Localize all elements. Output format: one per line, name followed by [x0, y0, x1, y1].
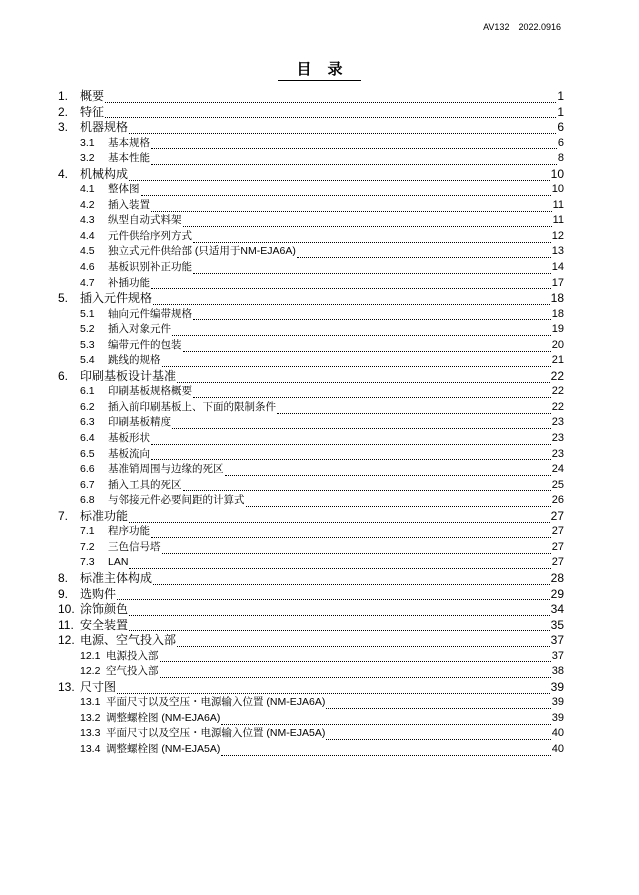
toc-entry-title: 独立式元件供给部 (只适用于NM-EJA6A) [108, 245, 296, 258]
toc-entry-page: 6 [557, 136, 564, 149]
toc-entry-page: 8 [557, 152, 564, 165]
toc-entry-title: 跳线的规格 [108, 354, 161, 367]
toc-entry[interactable] [58, 198, 564, 214]
toc-entry-page: 40 [551, 742, 564, 755]
dot-leader [105, 110, 556, 120]
toc-entry-title: 整体图 [108, 183, 140, 196]
toc-entry-number: 12. [58, 633, 75, 648]
toc-entry-title: 基板流向 [108, 447, 150, 460]
toc-entry-number: 7.2 [80, 540, 95, 553]
toc-entry-title: 涂饰颜色 [80, 602, 129, 617]
toc-entry[interactable] [58, 89, 564, 105]
toc-entry-page: 29 [550, 586, 564, 601]
toc-entry[interactable] [58, 244, 564, 260]
toc-entry[interactable] [58, 540, 564, 556]
toc-entry-title: 平面尺寸以及空压・电源输入位置 (NM-EJA5A) [106, 727, 326, 740]
toc-entry[interactable] [58, 182, 564, 198]
toc-entry[interactable] [58, 524, 564, 540]
toc-entry-title: 印刷基板设计基准 [80, 368, 177, 383]
toc-entry[interactable] [58, 555, 564, 571]
toc-entry-number: 12.1 [80, 649, 101, 662]
dot-leader [151, 281, 551, 291]
toc-entry[interactable] [58, 384, 564, 400]
dot-leader [193, 312, 551, 322]
toc-entry-number: 5.4 [80, 354, 95, 367]
toc-entry-page: 10 [551, 183, 564, 196]
toc-entry-page: 10 [550, 166, 564, 181]
toc-entry[interactable] [58, 478, 564, 494]
dot-leader [117, 592, 550, 602]
toc-entry-page: 27 [551, 540, 564, 553]
toc-entry[interactable] [58, 353, 564, 369]
toc-entry[interactable] [58, 618, 564, 634]
dot-leader [177, 639, 550, 649]
dot-leader [183, 344, 551, 354]
dot-leader [129, 126, 556, 136]
toc-entry-page: 1 [557, 104, 564, 119]
toc-entry-number: 13.3 [80, 727, 101, 740]
toc-entry-title: 编带元件的包装 [108, 338, 182, 351]
toc-entry-page: 13 [551, 245, 564, 258]
dot-leader [129, 173, 550, 183]
toc-entry-number: 4.4 [80, 229, 95, 242]
toc-entry-number: 4.6 [80, 261, 95, 274]
toc-entry[interactable] [58, 680, 564, 696]
toc-entry-number: 10. [58, 602, 75, 617]
dot-leader [326, 732, 550, 742]
toc-entry-page: 35 [550, 617, 564, 632]
toc-entry-title: 印刷基板规格概要 [108, 385, 192, 398]
toc-entry-title: 基本性能 [108, 152, 150, 165]
toc-entry-number: 6.1 [80, 385, 95, 398]
toc-entry-page: 23 [551, 432, 564, 445]
toc-entry[interactable] [58, 711, 564, 727]
toc-entry[interactable] [58, 695, 564, 711]
toc-entry-title: 电源投入部 [106, 649, 159, 662]
dot-leader [117, 686, 550, 696]
toc-entry-title: 尺寸图 [80, 679, 117, 694]
toc-entry-page: 24 [551, 463, 564, 476]
toc-entry-title: 基本规格 [108, 136, 150, 149]
document-header [483, 22, 561, 32]
toc-entry-number: 13.4 [80, 742, 101, 755]
toc-entry[interactable] [58, 447, 564, 463]
dot-leader [183, 483, 551, 493]
dot-leader [193, 266, 551, 276]
toc-entry-page: 22 [551, 400, 564, 413]
toc-entry-number: 5.2 [80, 323, 95, 336]
toc-entry-number: 5.3 [80, 338, 95, 351]
toc-entry[interactable] [58, 338, 564, 354]
toc-entry[interactable] [58, 587, 564, 603]
toc-entry[interactable] [58, 400, 564, 416]
toc-entry-title: 调整螺栓图 (NM-EJA5A) [106, 742, 221, 755]
toc-entry-page: 18 [551, 307, 564, 320]
toc-entry-page: 37 [550, 633, 564, 648]
dot-leader [151, 204, 552, 214]
toc-entry[interactable] [58, 307, 564, 323]
dot-leader [277, 406, 551, 416]
dot-leader [225, 468, 551, 478]
toc-entry-number: 6.6 [80, 463, 95, 476]
toc-entry-page: 25 [551, 478, 564, 491]
toc-entry-title: 安全装置 [80, 617, 129, 632]
dot-leader [141, 188, 551, 198]
toc-entry-page: 39 [550, 679, 564, 694]
toc-entry-title: 标准功能 [80, 508, 129, 523]
dot-leader [151, 141, 557, 151]
toc-entry-page: 27 [550, 508, 564, 523]
dot-leader [172, 421, 551, 431]
dot-leader [151, 530, 551, 540]
document-id: AV132 [483, 22, 510, 32]
toc-entry-title: 调整螺栓图 (NM-EJA6A) [106, 711, 221, 724]
toc-entry-page: 11 [552, 198, 564, 211]
toc-entry-title: 插入工具的死区 [108, 478, 182, 491]
toc-entry-number: 4.1 [80, 183, 95, 196]
dot-leader [172, 328, 551, 338]
toc-entry-page: 17 [551, 276, 564, 289]
toc-entry[interactable] [58, 493, 564, 509]
document-date: 2022.0916 [518, 22, 561, 32]
toc-entry-number: 7. [58, 508, 69, 523]
toc-entry[interactable] [58, 664, 564, 680]
toc-entry-page: 23 [551, 416, 564, 429]
toc-entry-title: 插入元件规格 [80, 291, 153, 306]
toc-entry-page: 40 [551, 727, 564, 740]
toc-entry-title: 基板识别补正功能 [108, 261, 192, 274]
toc-entry[interactable] [58, 167, 564, 183]
toc-entry[interactable] [58, 369, 564, 385]
toc-entry-page: 11 [552, 214, 564, 227]
toc-entry[interactable] [58, 136, 564, 152]
toc-entry-page: 27 [551, 556, 564, 569]
toc-entry-title: 电源、空气投入部 [80, 633, 177, 648]
dot-leader [221, 748, 550, 758]
toc-entry-number: 11. [58, 617, 74, 632]
toc-entry-title: 三色信号塔 [108, 540, 161, 553]
toc-entry[interactable] [58, 322, 564, 338]
toc-entry[interactable] [58, 462, 564, 478]
toc-entry-number: 3.1 [80, 136, 95, 149]
toc-entry-title: 印刷基板精度 [108, 416, 171, 429]
toc-entry-page: 18 [550, 291, 564, 306]
toc-entry-page: 27 [551, 525, 564, 538]
toc-entry-number: 4.7 [80, 276, 95, 289]
dot-leader [151, 437, 551, 447]
toc-entry[interactable] [58, 120, 564, 136]
toc-entry-page: 14 [551, 261, 564, 274]
toc-entry-number: 7.3 [80, 556, 95, 569]
toc-entry-title: 元件供给序列方式 [108, 229, 192, 242]
toc-entry-number: 1. [58, 89, 69, 103]
toc-entry-number: 4.2 [80, 198, 95, 211]
toc-entry-number: 5.1 [80, 307, 95, 320]
page-title [0, 58, 639, 81]
toc-entry-page: 39 [551, 696, 564, 709]
toc-entry-number: 7.1 [80, 525, 95, 538]
dot-leader [193, 390, 551, 400]
toc-entry-number: 13.1 [80, 696, 101, 709]
toc-entry-number: 6.2 [80, 400, 95, 413]
toc-entry-page: 38 [551, 665, 564, 678]
toc-entry-number: 6.8 [80, 494, 95, 507]
toc-entry[interactable] [58, 633, 564, 649]
toc-entry-page: 6 [557, 120, 564, 135]
toc-entry-page: 20 [551, 338, 564, 351]
dot-leader [129, 623, 550, 633]
toc-entry-page: 39 [551, 711, 564, 724]
toc-entry-number: 3.2 [80, 152, 95, 165]
toc-entry-page: 28 [550, 570, 564, 585]
toc-entry-number: 6.5 [80, 447, 95, 460]
toc-entry-page: 12 [551, 229, 564, 242]
toc-entry-title: 机械构成 [80, 166, 129, 181]
dot-leader [151, 157, 557, 167]
toc-entry-title: 特征 [80, 104, 105, 119]
toc-entry-number: 6.4 [80, 432, 95, 445]
dot-leader [193, 235, 551, 245]
toc-entry-number: 6.7 [80, 478, 95, 491]
dot-leader [177, 375, 550, 385]
dot-leader [221, 717, 550, 727]
toc-entry[interactable] [58, 415, 564, 431]
toc-entry-title: 机器规格 [80, 120, 129, 135]
toc-entry-number: 12.2 [80, 665, 101, 678]
dot-leader [153, 577, 550, 587]
toc-entry-title: 纵型自动式料架 [108, 214, 182, 227]
toc-entry[interactable] [58, 742, 564, 758]
toc-entry[interactable] [58, 229, 564, 245]
toc-entry-number: 4.3 [80, 214, 95, 227]
toc-entry-title: 与邻接元件必要间距的计算式 [108, 494, 245, 507]
toc-entry-title: 概要 [80, 89, 105, 103]
table-of-contents [58, 89, 564, 758]
toc-entry-title: 选购件 [80, 586, 117, 601]
dot-leader [326, 701, 550, 711]
toc-entry-number: 13. [58, 679, 75, 694]
toc-entry[interactable] [58, 105, 564, 121]
toc-entry[interactable] [58, 602, 564, 618]
dot-leader [160, 670, 551, 680]
toc-entry-page: 21 [551, 354, 564, 367]
toc-entry-number: 2. [58, 104, 69, 119]
toc-entry[interactable] [58, 213, 564, 229]
toc-entry-page: 23 [551, 447, 564, 460]
toc-entry-number: 4. [58, 166, 69, 181]
dot-leader [151, 452, 551, 462]
toc-entry-page: 22 [550, 368, 564, 383]
toc-entry-title: 空气投入部 [106, 665, 159, 678]
toc-entry[interactable] [58, 571, 564, 587]
toc-entry-title: 轴向元件编带规格 [108, 307, 192, 320]
toc-entry[interactable] [58, 291, 564, 307]
toc-entry[interactable] [58, 151, 564, 167]
toc-entry-number: 8. [58, 570, 69, 585]
toc-entry[interactable] [58, 509, 564, 525]
toc-entry-number: 6.3 [80, 416, 95, 429]
toc-entry-number: 13.2 [80, 711, 101, 724]
toc-entry-title: 程序功能 [108, 525, 150, 538]
dot-leader [297, 250, 551, 260]
dot-leader [162, 546, 551, 556]
dot-leader [129, 608, 550, 618]
toc-entry[interactable] [58, 726, 564, 742]
toc-entry-title: 标准主体构成 [80, 570, 153, 585]
dot-leader [183, 219, 552, 229]
toc-entry-title: 基准销周围与边缘的死区 [108, 463, 224, 476]
toc-entry-page: 22 [551, 385, 564, 398]
dot-leader [129, 561, 550, 571]
toc-entry[interactable] [58, 649, 564, 665]
toc-entry-title: 插入前印刷基板上、下面的限制条件 [108, 400, 276, 413]
dot-leader [129, 515, 550, 525]
toc-entry-number: 9. [58, 586, 69, 601]
toc-entry-title: LAN [108, 556, 129, 569]
dot-leader [153, 297, 550, 307]
toc-entry[interactable] [58, 260, 564, 276]
toc-entry-page: 37 [551, 649, 564, 662]
toc-entry-page: 26 [551, 494, 564, 507]
toc-entry-page: 34 [550, 602, 564, 617]
dot-leader [246, 499, 551, 509]
toc-entry-title: 插入装置 [108, 198, 150, 211]
dot-leader [105, 95, 556, 105]
toc-entry-number: 5. [58, 291, 69, 306]
toc-entry-title: 基板形状 [108, 432, 150, 445]
toc-entry-page: 1 [557, 89, 564, 103]
toc-entry[interactable] [58, 431, 564, 447]
toc-entry-number: 4.5 [80, 245, 95, 258]
page-title-text: 目录 [278, 58, 360, 81]
toc-entry-number: 3. [58, 120, 69, 135]
dot-leader [160, 654, 551, 664]
toc-entry-title: 插入对象元件 [108, 323, 171, 336]
toc-entry-number: 6. [58, 368, 69, 383]
dot-leader [162, 359, 551, 369]
toc-entry[interactable] [58, 276, 564, 292]
toc-entry-page: 19 [551, 323, 564, 336]
toc-entry-title: 补插功能 [108, 276, 150, 289]
toc-entry-title: 平面尺寸以及空压・电源输入位置 (NM-EJA6A) [106, 696, 326, 709]
